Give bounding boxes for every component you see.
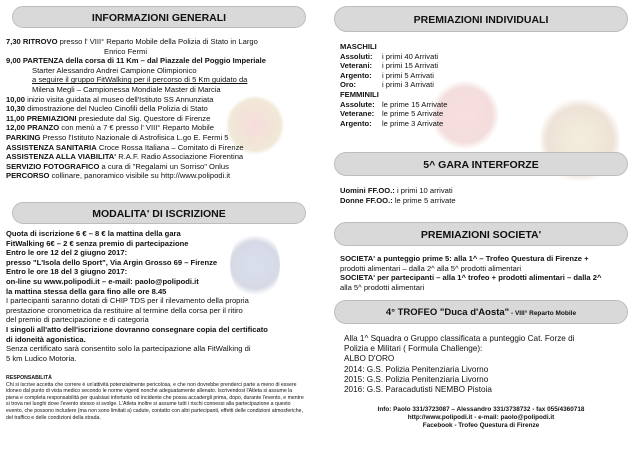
list-item: a seguire il gruppo FitWalking per il percorso di 5 Km guidato da bbox=[32, 75, 248, 85]
list-item: Veterane: le prime 5 Arrivate bbox=[340, 109, 444, 119]
list-item: Quota di iscrizione 6 € – 8 € la mattina della gara bbox=[6, 229, 181, 238]
list-item: I singoli all'atto dell'iscrizione dovranno consegnare copia del certificato bbox=[6, 324, 268, 334]
societa-header bbox=[334, 222, 628, 246]
list-item: Assolute: le prime 15 Arrivate bbox=[340, 99, 448, 109]
list-item: la mattina stessa della gara fino alle ore 8.45 bbox=[6, 286, 167, 296]
list-item: del premio di partecipazione e di categoria bbox=[6, 315, 149, 325]
right-column bbox=[322, 0, 640, 449]
list-item: 11,00 PREMIAZIONI presiedute dal Sig. Questore di Firenze bbox=[6, 113, 211, 123]
list-item: Assoluti: i primi 40 Arrivati bbox=[340, 51, 439, 61]
list-item: 2015: G.S. Polizia Penitenziaria Livorno bbox=[344, 374, 489, 384]
list-item: ASSISTENZA SANITARIA Croce Rossa Italiana – Comitato di Firenze bbox=[6, 142, 244, 152]
list-item: SOCIETA' per partecipanti – alla 1^ trofeo + prodotti alimentari – dalla 2^ bbox=[340, 273, 602, 283]
trofeo-header bbox=[334, 300, 628, 324]
iscrizione-title: MODALITA' DI ISCRIZIONE bbox=[92, 208, 226, 220]
interforze-list bbox=[340, 186, 456, 205]
info-generali-list bbox=[6, 37, 312, 181]
list-item: Enrico Fermi bbox=[104, 46, 148, 56]
trofeo-title: 4° TROFEO "Duca d'Aosta" bbox=[385, 307, 510, 318]
contacts-block bbox=[336, 406, 626, 431]
albo-doro-label: ALBO D'ORO bbox=[344, 354, 395, 364]
iscrizione-header bbox=[12, 202, 306, 224]
premiazioni-individuali-title: PREMIAZIONI INDIVIDUALI bbox=[413, 14, 549, 26]
list-item: Senza certificato sarà consentito solo la partecipazione alla FitWalking di bbox=[6, 344, 251, 354]
interforze-header bbox=[334, 152, 628, 176]
trofeo-list bbox=[344, 334, 575, 395]
premiazioni-individuali-header bbox=[334, 6, 628, 32]
list-item: Veterani: i primi 15 Arrivati bbox=[340, 61, 439, 71]
premiazioni-individuali-list bbox=[340, 42, 447, 128]
list-item: 5 km Ludico Motoria. bbox=[6, 353, 77, 363]
list-item: PERCORSO collinare, panoramico visibile su http://www.polipodi.it bbox=[6, 171, 231, 181]
left-column bbox=[0, 0, 318, 449]
interforze-title: 5^ GARA INTERFORZE bbox=[423, 159, 539, 171]
info-generali-header bbox=[12, 6, 306, 28]
list-item: on-line su www.polipodi.it – e-mail: paolo@polipodi.it bbox=[6, 276, 199, 286]
list-item: Milena Megli – Campionessa Mondiale Master di Marcia bbox=[32, 84, 221, 94]
list-item: Starter Alessandro Andrei Campione Olimpionico bbox=[32, 65, 197, 75]
list-item: presso "L'Isola dello Sport", Via Argin Grosso 69 – Firenze bbox=[6, 257, 218, 267]
list-item: di idoneità agonistica. bbox=[6, 334, 86, 344]
list-item: Oro: i primi 3 Arrivati bbox=[340, 80, 434, 90]
list-item: prestazione cronometrica da restituire al termine della corsa per il ritiro bbox=[6, 305, 243, 315]
list-item: Entro le ore 18 del 3 giugno 2017: bbox=[6, 267, 128, 277]
list-item: ASSISTENZA ALLA VIABILITA' R.A.F. Radio Associazione Fiorentina bbox=[6, 152, 244, 162]
list-item: 2014: G.S. Polizia Penitenziaria Livorno bbox=[344, 364, 489, 374]
femminili-label: FEMMINILI bbox=[340, 89, 379, 99]
contacts-facebook: Facebook - Trofeo Questura di Firenze bbox=[422, 422, 540, 430]
contacts-web: http://www.polipodi.it - e-mail: paolo@polipodi.it bbox=[407, 414, 555, 422]
trofeo-subtitle: - VIII° Reparto Mobile bbox=[509, 310, 577, 317]
list-item: Entro le ore 12 del 2 giugno 2017: bbox=[6, 248, 128, 258]
list-item: I partecipanti saranno dotati di CHIP TDS per il rilevamento della propria bbox=[6, 296, 249, 306]
list-item: Uomini FF.OO.: i primi 10 arrivati bbox=[340, 186, 453, 195]
list-item: prodotti alimentari – dalla 2^ alla 5^ prodotti alimentari bbox=[340, 263, 522, 273]
list-item: SOCIETA' a punteggio prime 5: alla 1^ – Trofeo Questura di Firenze + bbox=[340, 254, 589, 263]
list-item: PARKING Presso l'Istituto Nazionale di Astrofisica L.go E. Fermi 5 bbox=[6, 132, 229, 142]
list-item: Donne FF.OO.: le prime 5 arrivate bbox=[340, 195, 456, 205]
responsabilita-text: Chi si iscrive accetta che correre è un'attività potenzialmente pericolosa, e che non dovrebbe prenderci parte a meno di essere idoneo dal punto di vista medico secondo le norme vigenti nonché adeguatamente allenato. Iscrivendosi l'Atleta si assume la piena e completa responsabilità per qualsiasi infortunio od incidente che possa accadergli prima, dopo, durante l'evento, e mentre si trova nei luoghi dove l'evento stesso si svolge. L'Atleta inoltre si assume tutti i rischi connessi alla partecipazione a questo evento, che possono includere (ma non sono limitati a) cadute, contatto con altri partecipanti, effetti delle condizioni atmosferiche, del traffico e delle condizioni della strada. bbox=[6, 381, 304, 421]
societa-title: PREMIAZIONI SOCIETA' bbox=[420, 229, 542, 241]
list-item: FitWalking 6€ – 2 € senza premio di partecipazione bbox=[6, 238, 189, 248]
trofeo-intro: Polizia e Militari ( Formula Challenge): bbox=[344, 344, 483, 354]
info-generali-title: INFORMAZIONI GENERALI bbox=[91, 12, 227, 24]
list-item: 10,00 inizio visita guidata al museo dell'Istituto SS Annunziata bbox=[6, 94, 214, 104]
list-item: 9,00 PARTENZA della corsa di 11 Km – dal Piazzale del Poggio Imperiale bbox=[6, 56, 266, 66]
responsabilita-block bbox=[6, 375, 304, 421]
societa-list bbox=[340, 254, 601, 292]
list-item: 2016: G.S. Paracadutisti NEMBO Pistoia bbox=[344, 385, 492, 395]
iscrizione-list bbox=[6, 229, 312, 363]
list-item: Argento: i primi 5 Arrivati bbox=[340, 70, 434, 80]
list-item: SERVIZIO FOTOGRAFICO a cura di "Regalami un Sorriso" Onlus bbox=[6, 161, 229, 171]
list-item: 7,30 RITROVO presso l' VIII° Reparto Mobile della Polizia di Stato in Largo bbox=[6, 37, 258, 46]
contacts-phone: Info: Paolo 331/3723087 – Alessandro 331/3738732 - fax 055/4360718 bbox=[377, 406, 585, 413]
trofeo-intro: Alla 1^ Squadra o Gruppo classificata a punteggio Cat. Forze di bbox=[344, 334, 575, 343]
list-item: 10,30 dimostrazione del Nucleo Cinofili della Polizia di Stato bbox=[6, 104, 208, 114]
responsabilita-title: RESPONSABILITÀ bbox=[6, 375, 52, 381]
list-item: 12,00 PRANZO con menù a 7 € presso l' VIII° Reparto Mobile bbox=[6, 123, 214, 133]
maschili-label: MASCHILI bbox=[340, 42, 377, 51]
list-item: alla 5^ prodotti alimentari bbox=[340, 282, 425, 292]
list-item: Argento: le prime 3 Arrivate bbox=[340, 118, 444, 128]
